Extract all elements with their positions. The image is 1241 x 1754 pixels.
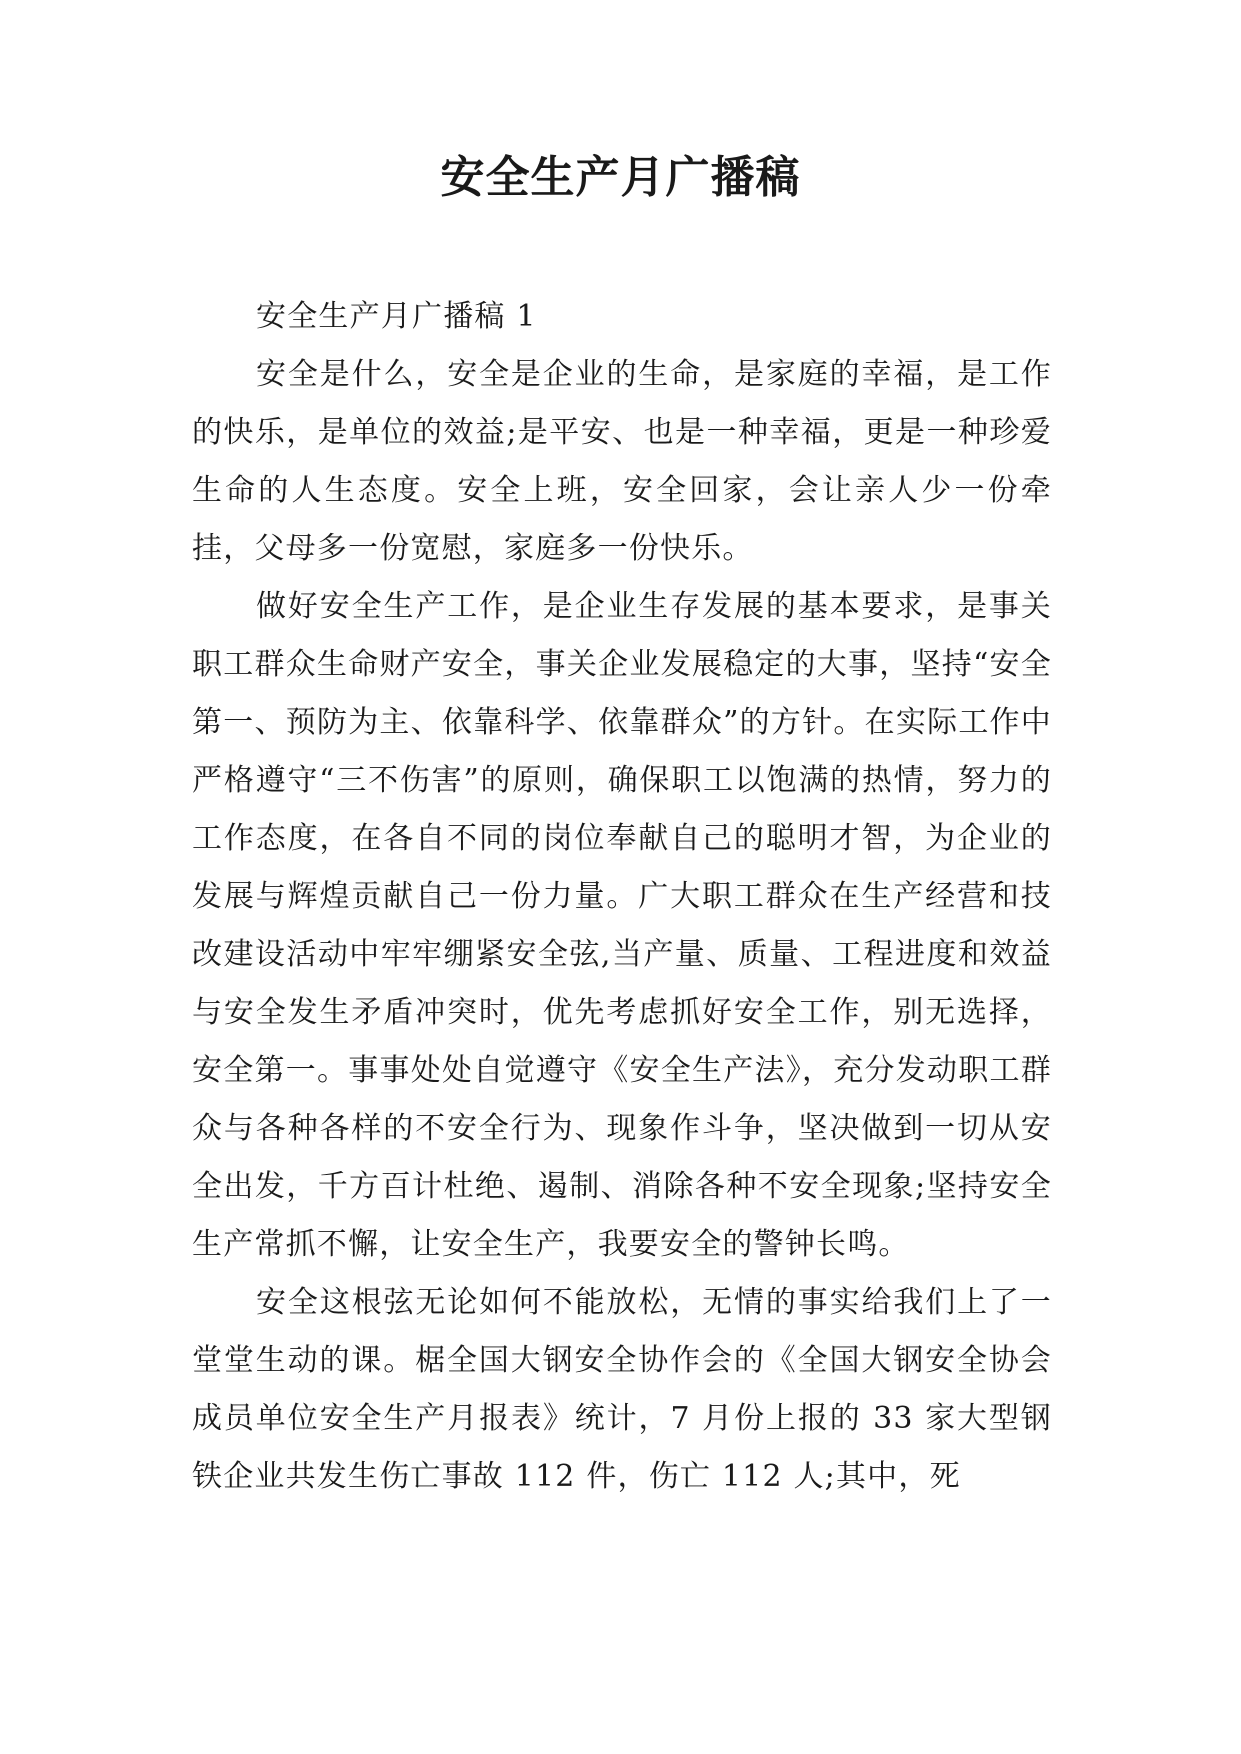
paragraph-1: 安全是什么，安全是企业的生命，是家庭的幸福，是工作的快乐，是单位的效益;是平安、也是一种幸福，更是一种珍爱生命的人生态度。安全上班，安全回家，会让亲人少一份牵挂，父母多一份宽慰，家庭多一份快乐。 <box>192 357 1052 566</box>
document-title: 安全生产月广播稿 <box>440 152 801 203</box>
document-body <box>192 288 1052 1506</box>
section-heading: 安全生产月广播稿 1 <box>256 299 537 334</box>
paragraph-3: 安全这根弦无论如何不能放松，无情的事实给我们上了一堂堂生动的课。椐全国大钢安全协作会的《全国大钢安全协会成员单位安全生产月报表》统计，7 月份上报的 33 家大型钢铁企业共发生伤亡事故 112 件，伤亡 112 人;其中，死 <box>192 1285 1052 1494</box>
paragraph-2: 做好安全生产工作，是企业生存发展的基本要求，是事关职工群众生命财产安全，事关企业发展稳定的大事，坚持“安全第一、预防为主、依靠科学、依靠群众”的方针。在实际工作中严格遵守“三不伤害”的原则，确保职工以饱满的热情，努力的工作态度，在各自不同的岗位奉献自己的聪明才智，为企业的发展与辉煌贡献自己一份力量。广大职工群众在生产经营和技改建设活动中牢牢绷紧安全弦,当产量、质量、工程进度和效益与安全发生矛盾冲突时，优先考虑抓好安全工作，别无选择，安全第一。事事处处自觉遵守《安全生产法》，充分发动职工群众与各种各样的不安全行为、现象作斗争，坚决做到一切从安全出发，千方百计杜绝、遏制、消除各种不安全现象;坚持安全生产常抓不懈，让安全生产，我要安全的警钟长鸣。 <box>192 589 1052 1262</box>
